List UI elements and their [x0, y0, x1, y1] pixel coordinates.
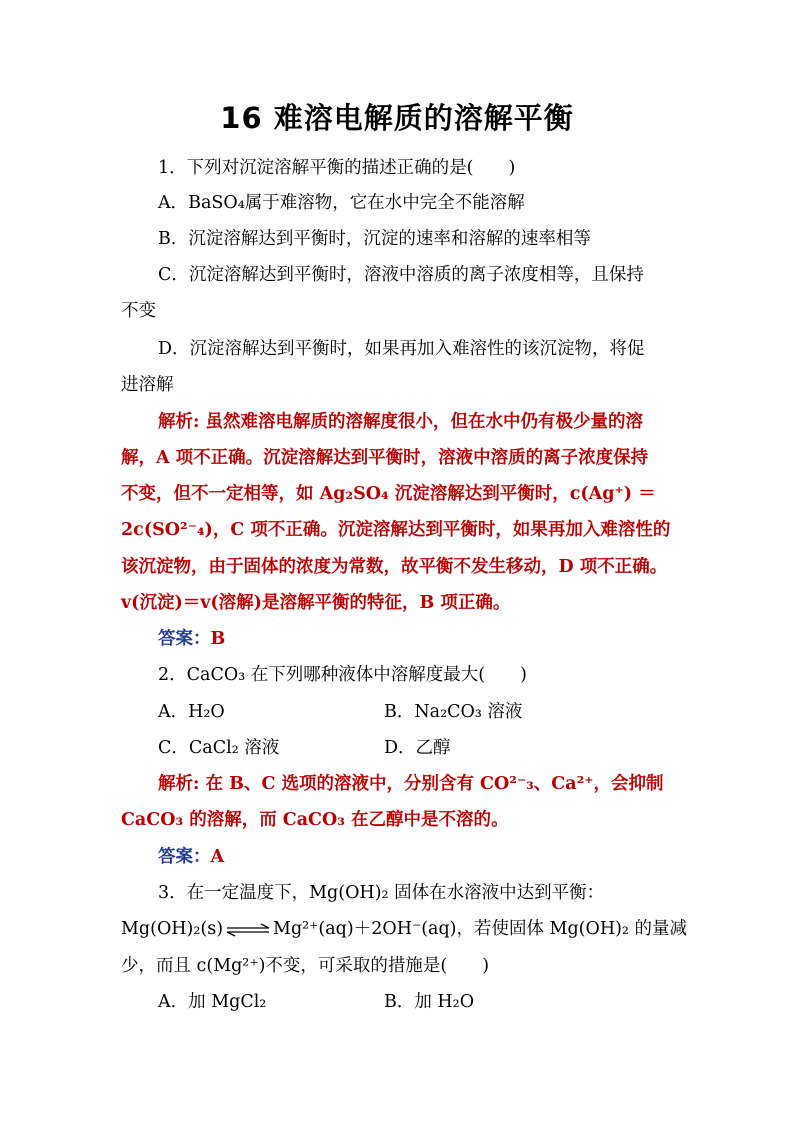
q2-answer-label: 答案：	[158, 847, 211, 867]
q3-equation-line	[121, 917, 688, 941]
q3-options-row1	[158, 990, 677, 1014]
q1-answer-value: B	[210, 629, 226, 649]
page-title: 16 难溶电解质的溶解平衡	[220, 101, 574, 135]
q2-options-row1	[158, 700, 677, 724]
q3-stem-line3: 少，而且 c(Mg²⁺)不变，可采取的措施是( )	[121, 956, 490, 976]
q1-explanation-line6: v(沉淀)＝v(溶解)是溶解平衡的特征，B 项正确。	[121, 593, 511, 613]
q1-option-b: B．沉淀溶解达到平衡时，沉淀的速率和溶解的速率相等	[158, 229, 591, 249]
q1-explanation-line2: 解，A 项不正确。沉淀溶解达到平衡时，溶液中溶质的离子浓度保持	[121, 448, 649, 468]
q1-option-a: A．BaSO₄属于难溶物，它在水中完全不能溶解	[158, 193, 525, 213]
q2-option-c: C．CaCl₂ 溶液	[158, 738, 280, 758]
q1-option-c-line2: 不变	[121, 301, 156, 321]
q2-answer-value: A	[210, 847, 225, 867]
q3-option-a: A．加 MgCl₂	[158, 992, 267, 1012]
q3-stem-line1: 3．在一定温度下，Mg(OH)₂ 固体在水溶液中达到平衡：	[158, 883, 605, 903]
q2-option-a: A．H₂O	[158, 702, 225, 722]
q3-equation-left: Mg(OH)₂(s)	[121, 919, 224, 939]
q2-options-row2	[158, 736, 677, 760]
q1-explanation-text1: 虽然难溶电解质的溶解度很小，但在水中仍有极少量的溶	[199, 412, 644, 432]
q3-option-b: B．加 H₂O	[384, 992, 475, 1012]
q2-explanation-label: 解析:	[158, 774, 200, 794]
q1-option-d-line2: 进溶解	[121, 375, 174, 395]
q1-answer	[158, 627, 677, 651]
q2-explanation-line1	[158, 772, 677, 796]
q2-stem: 2．CaCO₃ 在下列哪种液体中溶解度最大( )	[158, 665, 527, 685]
q1-explanation-label: 解析:	[158, 412, 200, 432]
q1-explanation-line1	[158, 410, 677, 434]
q2-option-d: D．乙醇	[384, 738, 451, 758]
q2-answer	[158, 845, 677, 869]
q2-explanation-line2: CaCO₃ 的溶解，而 CaCO₃ 在乙醇中是不溶的。	[121, 810, 509, 830]
q1-explanation-line3: 不变，但不一定相等，如 Ag₂SO₄ 沉淀溶解达到平衡时，c(Ag⁺) ＝	[121, 484, 656, 504]
q1-option-d-line1: D．沉淀溶解达到平衡时，如果再加入难溶性的该沉淀物，将促	[158, 339, 645, 359]
q1-explanation-line4: 2c(SO²⁻₄)，C 项不正确。沉淀溶解达到平衡时，如果再加入难溶性的	[121, 520, 671, 540]
q3-equation-right: Mg²⁺(aq)＋2OH⁻(aq)，若使固体 Mg(OH)₂ 的量减	[273, 919, 688, 939]
q1-explanation-line5: 该沉淀物，由于固体的浓度为常数，故平衡不发生移动，D 项不正确。	[121, 557, 668, 577]
q1-answer-label: 答案：	[158, 629, 211, 649]
q2-explanation-text1: 在 B、C 选项的溶液中，分别含有 CO²⁻₃、Ca²⁺，会抑制	[199, 774, 664, 794]
q2-option-b: B．Na₂CO₃ 溶液	[384, 702, 523, 722]
q1-option-c-line1: C．沉淀溶解达到平衡时，溶液中溶质的离子浓度相等，且保持	[158, 265, 644, 285]
equilibrium-arrow-icon	[225, 923, 271, 937]
q1-stem: 1．下列对沉淀溶解平衡的描述正确的是( )	[158, 158, 516, 178]
